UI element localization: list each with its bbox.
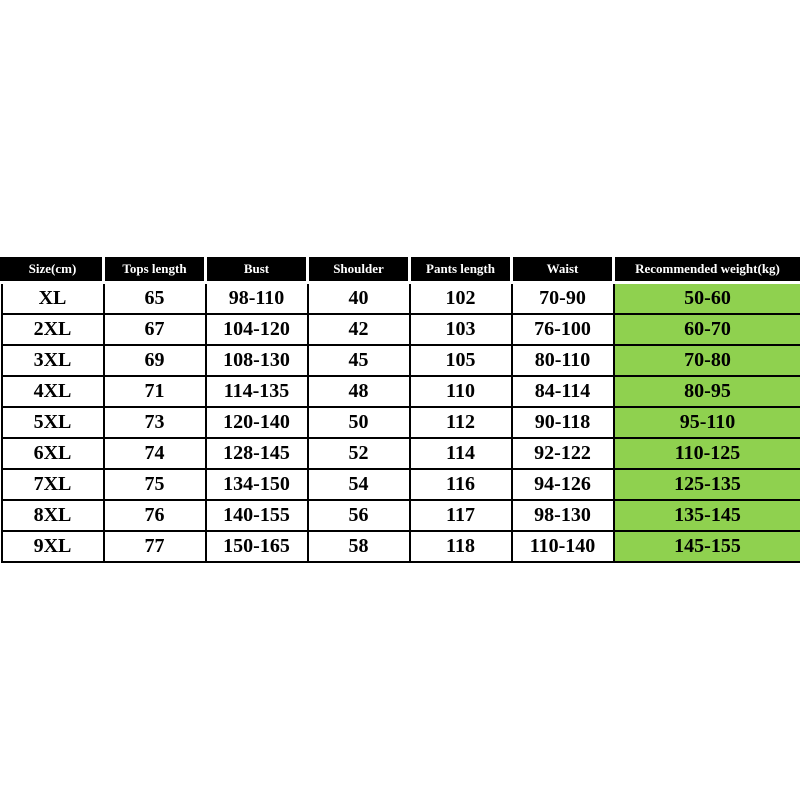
cell-recommended-weight: 70-80 — [614, 345, 800, 376]
cell-shoulder: 54 — [308, 469, 410, 500]
cell-shoulder: 45 — [308, 345, 410, 376]
cell-bust: 134-150 — [206, 469, 308, 500]
cell-size: 6XL — [2, 438, 104, 469]
cell-recommended-weight: 60-70 — [614, 314, 800, 345]
cell-pants-length: 116 — [410, 469, 512, 500]
cell-shoulder: 48 — [308, 376, 410, 407]
cell-shoulder: 40 — [308, 283, 410, 315]
cell-tops-length: 76 — [104, 500, 206, 531]
cell-size: XL — [2, 283, 104, 315]
cell-tops-length: 74 — [104, 438, 206, 469]
table-row — [2, 438, 800, 469]
header-tops-length: Tops length — [104, 256, 206, 283]
cell-shoulder: 42 — [308, 314, 410, 345]
header-bust: Bust — [206, 256, 308, 283]
cell-tops-length: 65 — [104, 283, 206, 315]
header-size: Size(cm) — [2, 256, 104, 283]
cell-waist: 110-140 — [512, 531, 614, 562]
table-row — [2, 345, 800, 376]
cell-bust: 98-110 — [206, 283, 308, 315]
cell-waist: 80-110 — [512, 345, 614, 376]
cell-tops-length: 67 — [104, 314, 206, 345]
cell-recommended-weight: 110-125 — [614, 438, 800, 469]
cell-waist: 90-118 — [512, 407, 614, 438]
table-header-row — [2, 256, 800, 283]
cell-bust: 104-120 — [206, 314, 308, 345]
table-row — [2, 314, 800, 345]
cell-tops-length: 71 — [104, 376, 206, 407]
cell-pants-length: 102 — [410, 283, 512, 315]
cell-recommended-weight: 95-110 — [614, 407, 800, 438]
table-row — [2, 283, 800, 315]
cell-shoulder: 56 — [308, 500, 410, 531]
table-body — [2, 283, 800, 563]
cell-bust: 120-140 — [206, 407, 308, 438]
cell-size: 4XL — [2, 376, 104, 407]
header-shoulder: Shoulder — [308, 256, 410, 283]
cell-bust: 140-155 — [206, 500, 308, 531]
cell-pants-length: 110 — [410, 376, 512, 407]
cell-shoulder: 52 — [308, 438, 410, 469]
cell-recommended-weight: 80-95 — [614, 376, 800, 407]
cell-recommended-weight: 145-155 — [614, 531, 800, 562]
cell-bust: 128-145 — [206, 438, 308, 469]
cell-bust: 108-130 — [206, 345, 308, 376]
cell-recommended-weight: 135-145 — [614, 500, 800, 531]
size-chart-table — [0, 254, 800, 563]
cell-pants-length: 105 — [410, 345, 512, 376]
cell-size: 7XL — [2, 469, 104, 500]
cell-waist: 84-114 — [512, 376, 614, 407]
header-waist: Waist — [512, 256, 614, 283]
table-row — [2, 376, 800, 407]
cell-pants-length: 114 — [410, 438, 512, 469]
cell-shoulder: 50 — [308, 407, 410, 438]
cell-recommended-weight: 125-135 — [614, 469, 800, 500]
cell-waist: 94-126 — [512, 469, 614, 500]
cell-bust: 150-165 — [206, 531, 308, 562]
table-row — [2, 500, 800, 531]
cell-tops-length: 77 — [104, 531, 206, 562]
cell-size: 8XL — [2, 500, 104, 531]
cell-waist: 92-122 — [512, 438, 614, 469]
cell-pants-length: 118 — [410, 531, 512, 562]
table-row — [2, 469, 800, 500]
cell-recommended-weight: 50-60 — [614, 283, 800, 315]
cell-tops-length: 73 — [104, 407, 206, 438]
table-row — [2, 407, 800, 438]
cell-tops-length: 75 — [104, 469, 206, 500]
table-row — [2, 531, 800, 562]
cell-size: 2XL — [2, 314, 104, 345]
cell-waist: 70-90 — [512, 283, 614, 315]
cell-shoulder: 58 — [308, 531, 410, 562]
header-pants-length: Pants length — [410, 256, 512, 283]
cell-size: 9XL — [2, 531, 104, 562]
cell-tops-length: 69 — [104, 345, 206, 376]
cell-size: 5XL — [2, 407, 104, 438]
header-recommended-weight: Recommended weight(kg) — [614, 256, 800, 283]
cell-size: 3XL — [2, 345, 104, 376]
cell-bust: 114-135 — [206, 376, 308, 407]
cell-pants-length: 112 — [410, 407, 512, 438]
cell-pants-length: 117 — [410, 500, 512, 531]
cell-waist: 76-100 — [512, 314, 614, 345]
cell-waist: 98-130 — [512, 500, 614, 531]
cell-pants-length: 103 — [410, 314, 512, 345]
